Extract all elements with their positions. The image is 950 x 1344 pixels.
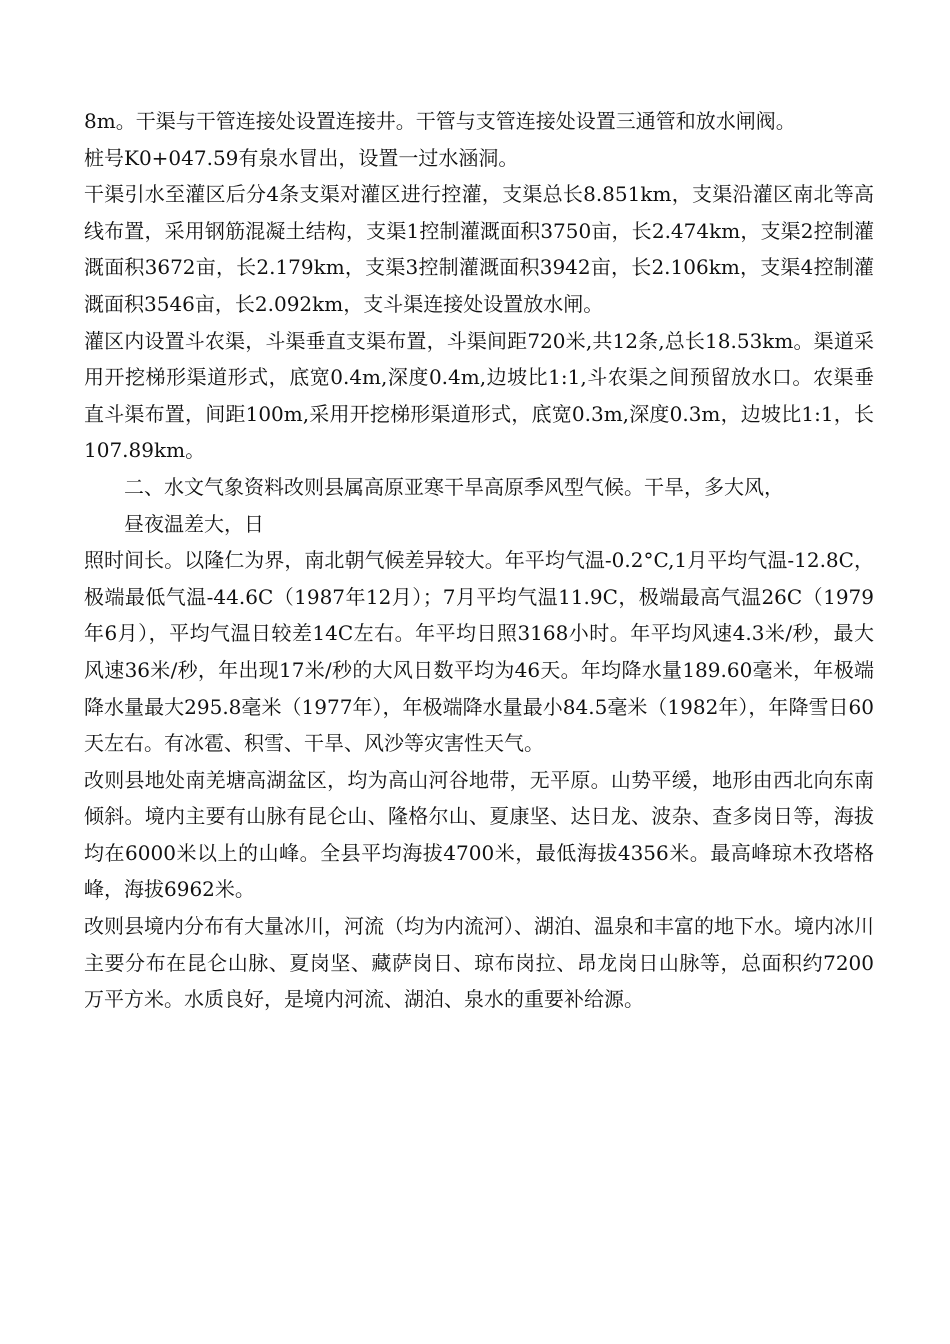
paragraph-glaciers-water: 改则县境内分布有大量冰川，河流（均为内流河）、湖泊、温泉和丰富的地下水。境内冰川主要分布在昆仑山脉、夏岗坚、藏萨岗日、琼布岗拉、昂龙岗日山脉等，总面积约7200万平方米。水质良好，是境内河流、湖泊、泉水的重要补给源。 [84, 914, 874, 1012]
heading-continuation: 昼夜温差大，日 [124, 511, 264, 536]
paragraph-branch-canals: 干渠引水至灌区后分4条支渠对灌区进行控灌，支渠总长8.851km，支渠沿灌区南北等高线布置，采用钢筋混凝土结构，支渠1控制灌溉面积3750亩，长2.474km，支渠2控制灌溉面积3672亩，长2.179km，支渠3控制灌溉面积3942亩，长2.106km，支渠4控制灌溉面积3546亩，长2.092km，支斗渠连接处设置放水闸。 [84, 182, 874, 316]
paragraph-lateral-canals: 灌区内设置斗农渠，斗渠垂直支渠布置，斗渠间距720米,共12条,总长18.53km。渠道采用开挖梯形渠道形式，底宽0.4m,深度0.4m,边坡比1:1,斗农渠之间预留放水口。农渠垂直斗渠布置，间距100m,采用开挖梯形渠道形式，底宽0.3m,深度0.3m，边坡比1:1，长107.89km。 [84, 328, 874, 463]
paragraph-climate: 照时间长。以隆仁为界，南北朝气候差异较大。年平均气温-0.2°C,1月平均气温-12.8C，极端最低气温-44.6C（1987年12月）；7月平均气温11.9C，极端最高气温26C（1979年6月），平均气温日较差14C左右。年平均日照3168小时。年平均风速4.3米/秒，最大风速36米/秒，年出现17米/秒的大风日数平均为46天。年均降水量189.60毫米，年极端降水量最大295.8毫米（1977年），年极端降水量最小84.5毫米（1982年），年降雪日60天左右。有冰雹、积雪、干旱、风沙等灾害性天气。 [84, 548, 874, 756]
paragraph-terrain: 改则县地处南羌塘高湖盆区，均为高山河谷地带，无平原。山势平缓，地形由西北向东南倾斜。境内主要有山脉有昆仑山、隆格尔山、夏康坚、达日龙、波杂、查多岗日等，海拔均在6000米以上的山峰。全县平均海拔4700米，最低海拔4356米。最高峰琼木孜塔格峰，海拔6962米。 [84, 767, 874, 902]
document-body [84, 103, 874, 1018]
paragraph-culvert: 桩号K0+047.59有泉水冒出，设置一过水涵洞。 [84, 145, 519, 170]
paragraph-canal-connection: 8m。干渠与干管连接处设置连接井。干管与支管连接处设置三通管和放水闸阀。 [84, 109, 796, 133]
section-heading-hydrology: 二、水文气象资料改则县属高原亚寒干旱高原季风型气候。干旱，多大风， [124, 474, 784, 499]
